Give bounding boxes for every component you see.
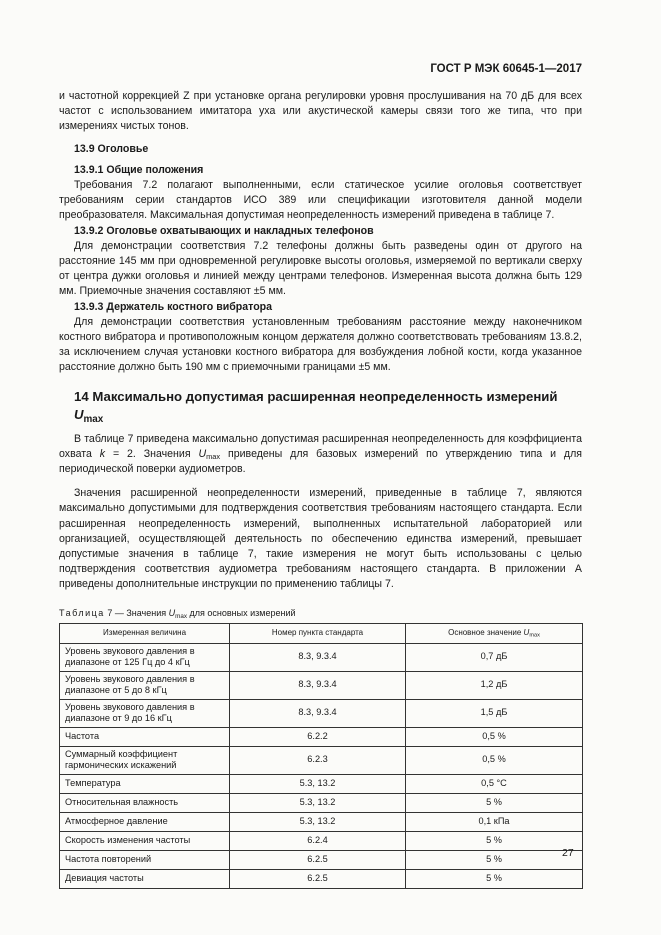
section-13-9-title: 13.9 Оголовье	[74, 142, 149, 155]
page-number: 27	[562, 847, 574, 859]
table-row: Суммарный коэффициент гармонических искажений 6.2.3 0,5 %	[60, 746, 583, 774]
table-row: Относительная влажность 5.3, 13.2 5 %	[60, 793, 583, 812]
header-clause: Номер пункта стандарта	[230, 623, 406, 643]
table-row: Уровень звукового давления в диапазоне от 125 Гц до 4 кГц 8.3, 9.3.4 0,7 дБ	[60, 643, 583, 671]
section-13-9-1-title: 13.9.1 Общие положения	[74, 163, 204, 176]
section-13-9-2-title: 13.9.2 Оголовье охватывающих и накладных телефонов	[74, 224, 374, 237]
section-14-title	[59, 388, 582, 424]
section-14-title-text: 14 Максимально допустимая расширенная неопределенность измерений	[74, 388, 558, 404]
table-row: Уровень звукового давления в диапазоне от 9 до 16 кГц 8.3, 9.3.4 1,5 дБ	[60, 699, 583, 727]
table-row: Атмосферное давление 5.3, 13.2 0,1 кПа	[60, 812, 583, 831]
table-row: Девиация частоты 6.2.5 5 %	[60, 869, 583, 888]
section-13-9-1-text: Требования 7.2 полагают выполненными, если статическое усилие оголовья соответствует требованиям серии стандартов ИСО 389 или спецификации изготовителя данной модели преобразователя. Максимальная допустимая неопределенность измерений приведена в таблице 7.	[59, 179, 582, 222]
intro-paragraph: и частотной коррекцией Z при установке органа регулировки уровня прослушивания на 70 дБ для всех частот с использованием имитатора уха или акустической камеры связи того же типа, что при измерениях чистых тонов.	[59, 90, 582, 133]
section-13-9-3-title: 13.9.3 Держатель костного вибратора	[74, 300, 273, 313]
table-header-row	[60, 623, 583, 643]
table-row: Температура 5.3, 13.2 0,5 °С	[60, 774, 583, 793]
section-14-title-symbol: U	[74, 406, 84, 422]
table-row: Частота повторений 6.2.5 5 %	[60, 850, 583, 869]
uncertainty-table	[59, 623, 583, 889]
table-row: Уровень звукового давления в диапазоне от 5 до 8 кГц 8.3, 9.3.4 1,2 дБ	[60, 671, 583, 699]
section-14-paragraph-1: В таблице 7 приведена максимально допустимая расширенная неопределенность для коэффициента охвата k = 2. Значения $U_{max}$ приведены для базовых измерений по утверждению типа и для периодической поверки аудиометров.	[59, 432, 582, 476]
header-quantity: Измеренная величина	[60, 623, 230, 643]
document-header: ГОСТ Р МЭК 60645-1—2017	[430, 63, 582, 75]
section-14-paragraph-2: Значения расширенной неопределенности измерений, приведенные в таблице 7, являются максимально допустимыми для подтверждения соответствия требованиям настоящего стандарта. Если расширенная неопределенность измерений, выполненных испытательной лабораторией или организацией, осуществляющей деятельность по обеспечению единства измерений, превышает допустимые значения в таблице 7, такие измерения не могут быть использованы с целью подтверждения соответствия аудиометра требованиям настоящего стандарта. В приложении А приведены дополнительные инструкции по применению таблицы 7.	[59, 487, 582, 591]
table-row: Частота 6.2.2 0,5 %	[60, 727, 583, 746]
page-content	[59, 89, 582, 889]
section-14-title-sub: max	[83, 413, 104, 425]
header-value: Основное значение $U_{max}$	[406, 623, 583, 643]
table-caption-word: Таблица	[59, 607, 105, 618]
section-13-9-3-text: Для демонстрации соответствия установленным требованиям расстояние между наконечником костного вибратора и противоположным концом держателя должно соответствовать требованиям 13.8.2, за исключением случая установки костного вибратора для возбуждения лобной кости, когда указанное расстояние должно быть 190 мм с приемочными границами ±5 мм.	[59, 315, 582, 374]
table-row: Скорость изменения частоты 6.2.4 5 %	[60, 831, 583, 850]
section-13-9-2-text: Для демонстрации соответствия 7.2 телефоны должны быть разведены один от другого на расстояние 145 мм при одновременной регулировке высоты оголовья, измеряемой по вертикали сверху от центра дужки оголовья и линией между центрами телефонов. Измеренная высота должна быть 129 мм. Приемочные значения составляют ±5 мм.	[59, 239, 582, 298]
table-caption: Таблица 7 — Значения $U_{max}$ для основных измерений	[59, 607, 296, 620]
